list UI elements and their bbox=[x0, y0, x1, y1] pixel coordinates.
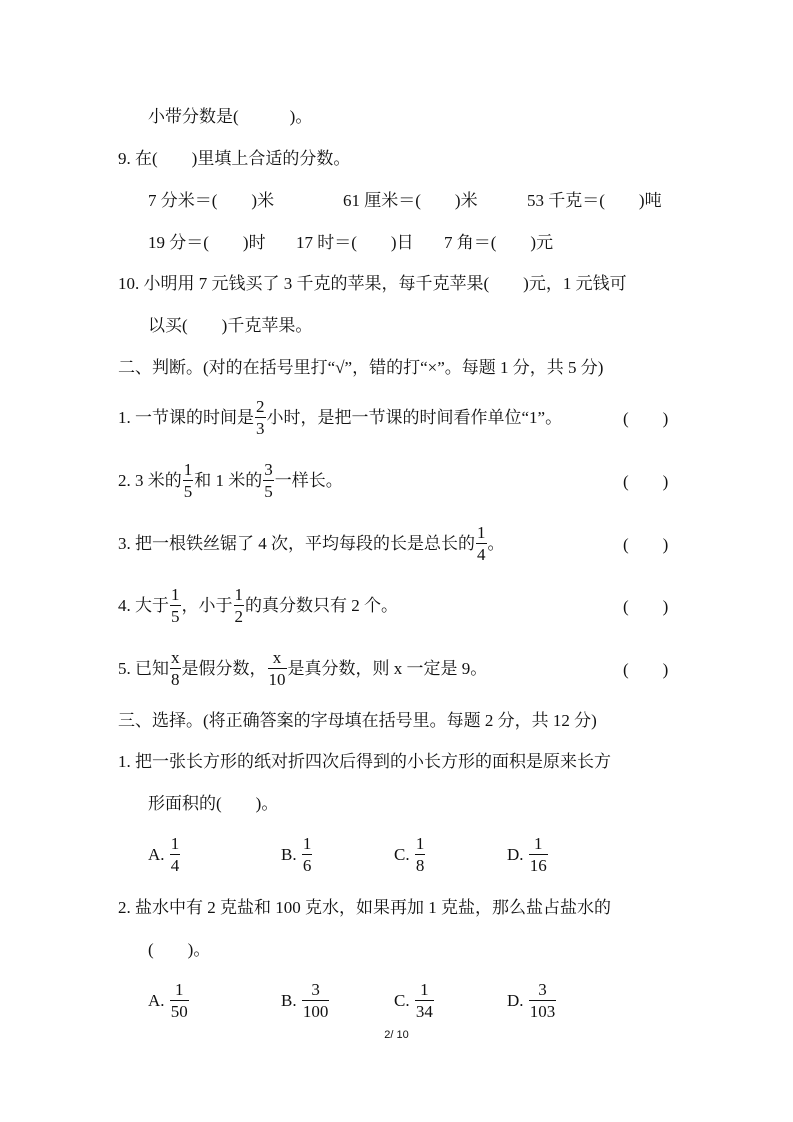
fraction-denominator: 50 bbox=[170, 1002, 188, 1021]
fraction-numerator: 1 bbox=[415, 834, 425, 853]
fraction-numerator: 1 bbox=[171, 585, 180, 604]
fraction-numerator: 1 bbox=[183, 460, 193, 479]
fraction-numerator: 1 bbox=[170, 834, 180, 853]
judge-q4-text-pre: 4. 大于 bbox=[118, 596, 169, 615]
fraction-numerator: 2 bbox=[256, 397, 265, 416]
judge-q2-text-pre: 2. 3 米的 bbox=[118, 471, 182, 490]
choice-q2-line-1: 2. 盐水中有 2 克盐和 100 克水，如果再加 1 克盐，那么盐占盐水的 bbox=[118, 898, 611, 917]
fraction-denominator: 5 bbox=[171, 607, 180, 626]
choice-q1-option-a[interactable] bbox=[148, 835, 181, 874]
judge-q3-text-pre: 3. 把一根铁丝锯了 4 次，平均每段的长是总长的 bbox=[118, 534, 475, 553]
judge-q4-text-mid: ，小于 bbox=[181, 596, 233, 615]
fraction-denominator: 5 bbox=[183, 482, 193, 501]
choice-q1-option-b[interactable] bbox=[281, 835, 313, 874]
fraction-denominator: 34 bbox=[415, 1002, 433, 1021]
fraction-denominator: 2 bbox=[234, 607, 243, 626]
fraction bbox=[170, 981, 189, 1020]
fraction-numerator: 1 bbox=[175, 980, 184, 999]
fraction bbox=[476, 524, 487, 563]
choice-q1-line-2: 形面积的( )。 bbox=[148, 794, 279, 813]
choice-q2-option-b[interactable] bbox=[281, 981, 330, 1020]
fraction bbox=[183, 461, 194, 500]
q9-item-3: 53 千克＝( )吨 bbox=[527, 191, 662, 210]
fraction bbox=[170, 586, 181, 625]
q9-item-5: 17 时＝( )日 bbox=[296, 233, 414, 252]
fraction-numerator: 3 bbox=[264, 460, 273, 479]
choice-q2-line-2: ( )。 bbox=[148, 940, 211, 959]
judge-q4-answer-blank[interactable]: ( ) bbox=[623, 597, 669, 616]
section3-heading: 三、选择。(将正确答案的字母填在括号里。每题 2 分，共 12 分) bbox=[118, 711, 597, 730]
fraction-numerator: 3 bbox=[311, 980, 320, 999]
judge-q3 bbox=[118, 524, 505, 563]
choice-q2-option-a[interactable] bbox=[148, 981, 190, 1020]
option-label: C. bbox=[394, 991, 410, 1010]
fraction bbox=[529, 981, 557, 1020]
fraction-denominator: 5 bbox=[264, 482, 273, 501]
fraction bbox=[302, 981, 330, 1020]
q10-line-1: 10. 小明用 7 元钱买了 3 千克的苹果，每千克苹果( )元，1 元钱可 bbox=[118, 274, 627, 293]
fraction-numerator: 1 bbox=[234, 585, 243, 604]
judge-q1-text-pre: 1. 一节课的时间是 bbox=[118, 408, 254, 427]
fraction-numerator: x bbox=[171, 648, 180, 667]
judge-q5-text-pre: 5. 已知 bbox=[118, 659, 169, 678]
fraction-numerator: 1 bbox=[534, 834, 543, 853]
judge-q2 bbox=[118, 461, 343, 500]
fraction-denominator: 8 bbox=[171, 670, 180, 689]
choice-q1-option-c[interactable] bbox=[394, 835, 426, 874]
option-label: A. bbox=[148, 991, 165, 1010]
option-label: B. bbox=[281, 845, 297, 864]
fraction bbox=[415, 981, 434, 1020]
fraction bbox=[529, 835, 548, 874]
option-label: A. bbox=[148, 845, 165, 864]
fraction bbox=[415, 835, 426, 874]
fraction-numerator: 1 bbox=[420, 980, 429, 999]
judge-q1-text-post: 小时，是把一节课的时间看作单位“1”。 bbox=[266, 408, 563, 427]
judge-q5-text-post: 是真分数，则 x 一定是 9。 bbox=[287, 659, 488, 678]
fraction-numerator: 3 bbox=[538, 980, 547, 999]
fraction-denominator: 3 bbox=[256, 419, 265, 438]
q10-line-2: 以买( )千克苹果。 bbox=[148, 316, 313, 335]
judge-q2-text-post: 一样长。 bbox=[274, 471, 343, 490]
fraction-numerator: x bbox=[272, 648, 282, 667]
judge-q5-text-mid: 是假分数， bbox=[181, 659, 267, 678]
judge-q4-text-post: 的真分数只有 2 个。 bbox=[245, 596, 398, 615]
q8-continuation: 小带分数是( )。 bbox=[148, 107, 313, 126]
judge-q1-answer-blank[interactable]: ( ) bbox=[623, 409, 669, 428]
fraction-denominator: 8 bbox=[415, 856, 425, 875]
fraction-numerator: 1 bbox=[302, 834, 312, 853]
q9-item-1: 7 分米＝( )米 bbox=[148, 191, 275, 210]
fraction-denominator: 4 bbox=[477, 545, 486, 564]
fraction-denominator: 4 bbox=[170, 856, 180, 875]
option-label: D. bbox=[507, 845, 524, 864]
judge-q5 bbox=[118, 649, 487, 688]
fraction-denominator: 6 bbox=[302, 856, 312, 875]
judge-q3-answer-blank[interactable]: ( ) bbox=[623, 535, 669, 554]
fraction bbox=[302, 835, 313, 874]
option-label: B. bbox=[281, 991, 297, 1010]
fraction-numerator: 1 bbox=[477, 523, 486, 542]
fraction bbox=[255, 398, 266, 437]
fraction bbox=[234, 586, 245, 625]
judge-q4 bbox=[118, 586, 398, 625]
judge-q5-answer-blank[interactable]: ( ) bbox=[623, 660, 669, 679]
choice-q1-line-1: 1. 把一张长方形的纸对折四次后得到的小长方形的面积是原来长方 bbox=[118, 752, 611, 771]
option-label: C. bbox=[394, 845, 410, 864]
fraction bbox=[268, 649, 287, 688]
section2-heading: 二、判断。(对的在括号里打“√”，错的打“×”。每题 1 分，共 5 分) bbox=[118, 358, 604, 377]
judge-q1 bbox=[118, 398, 562, 437]
fraction bbox=[170, 835, 181, 874]
page-number: 2/ 10 bbox=[384, 1029, 409, 1041]
fraction-denominator: 16 bbox=[529, 856, 547, 875]
choice-q2-option-d[interactable] bbox=[507, 981, 557, 1020]
q9-item-2: 61 厘米＝( )米 bbox=[343, 191, 478, 210]
fraction-denominator: 103 bbox=[529, 1002, 556, 1021]
fraction-denominator: 10 bbox=[268, 670, 286, 689]
q9-title: 9. 在( )里填上合适的分数。 bbox=[118, 149, 351, 168]
choice-q2-option-c[interactable] bbox=[394, 981, 435, 1020]
judge-q2-text-mid: 和 1 米的 bbox=[194, 471, 263, 490]
judge-q3-text-post: 。 bbox=[487, 534, 505, 553]
q9-item-4: 19 分＝( )时 bbox=[148, 233, 266, 252]
option-label: D. bbox=[507, 991, 524, 1010]
choice-q1-option-d[interactable] bbox=[507, 835, 549, 874]
q9-item-6: 7 角＝( )元 bbox=[444, 233, 554, 252]
fraction bbox=[263, 461, 274, 500]
fraction-denominator: 100 bbox=[302, 1002, 329, 1021]
judge-q2-answer-blank[interactable]: ( ) bbox=[623, 472, 669, 491]
fraction bbox=[170, 649, 181, 688]
